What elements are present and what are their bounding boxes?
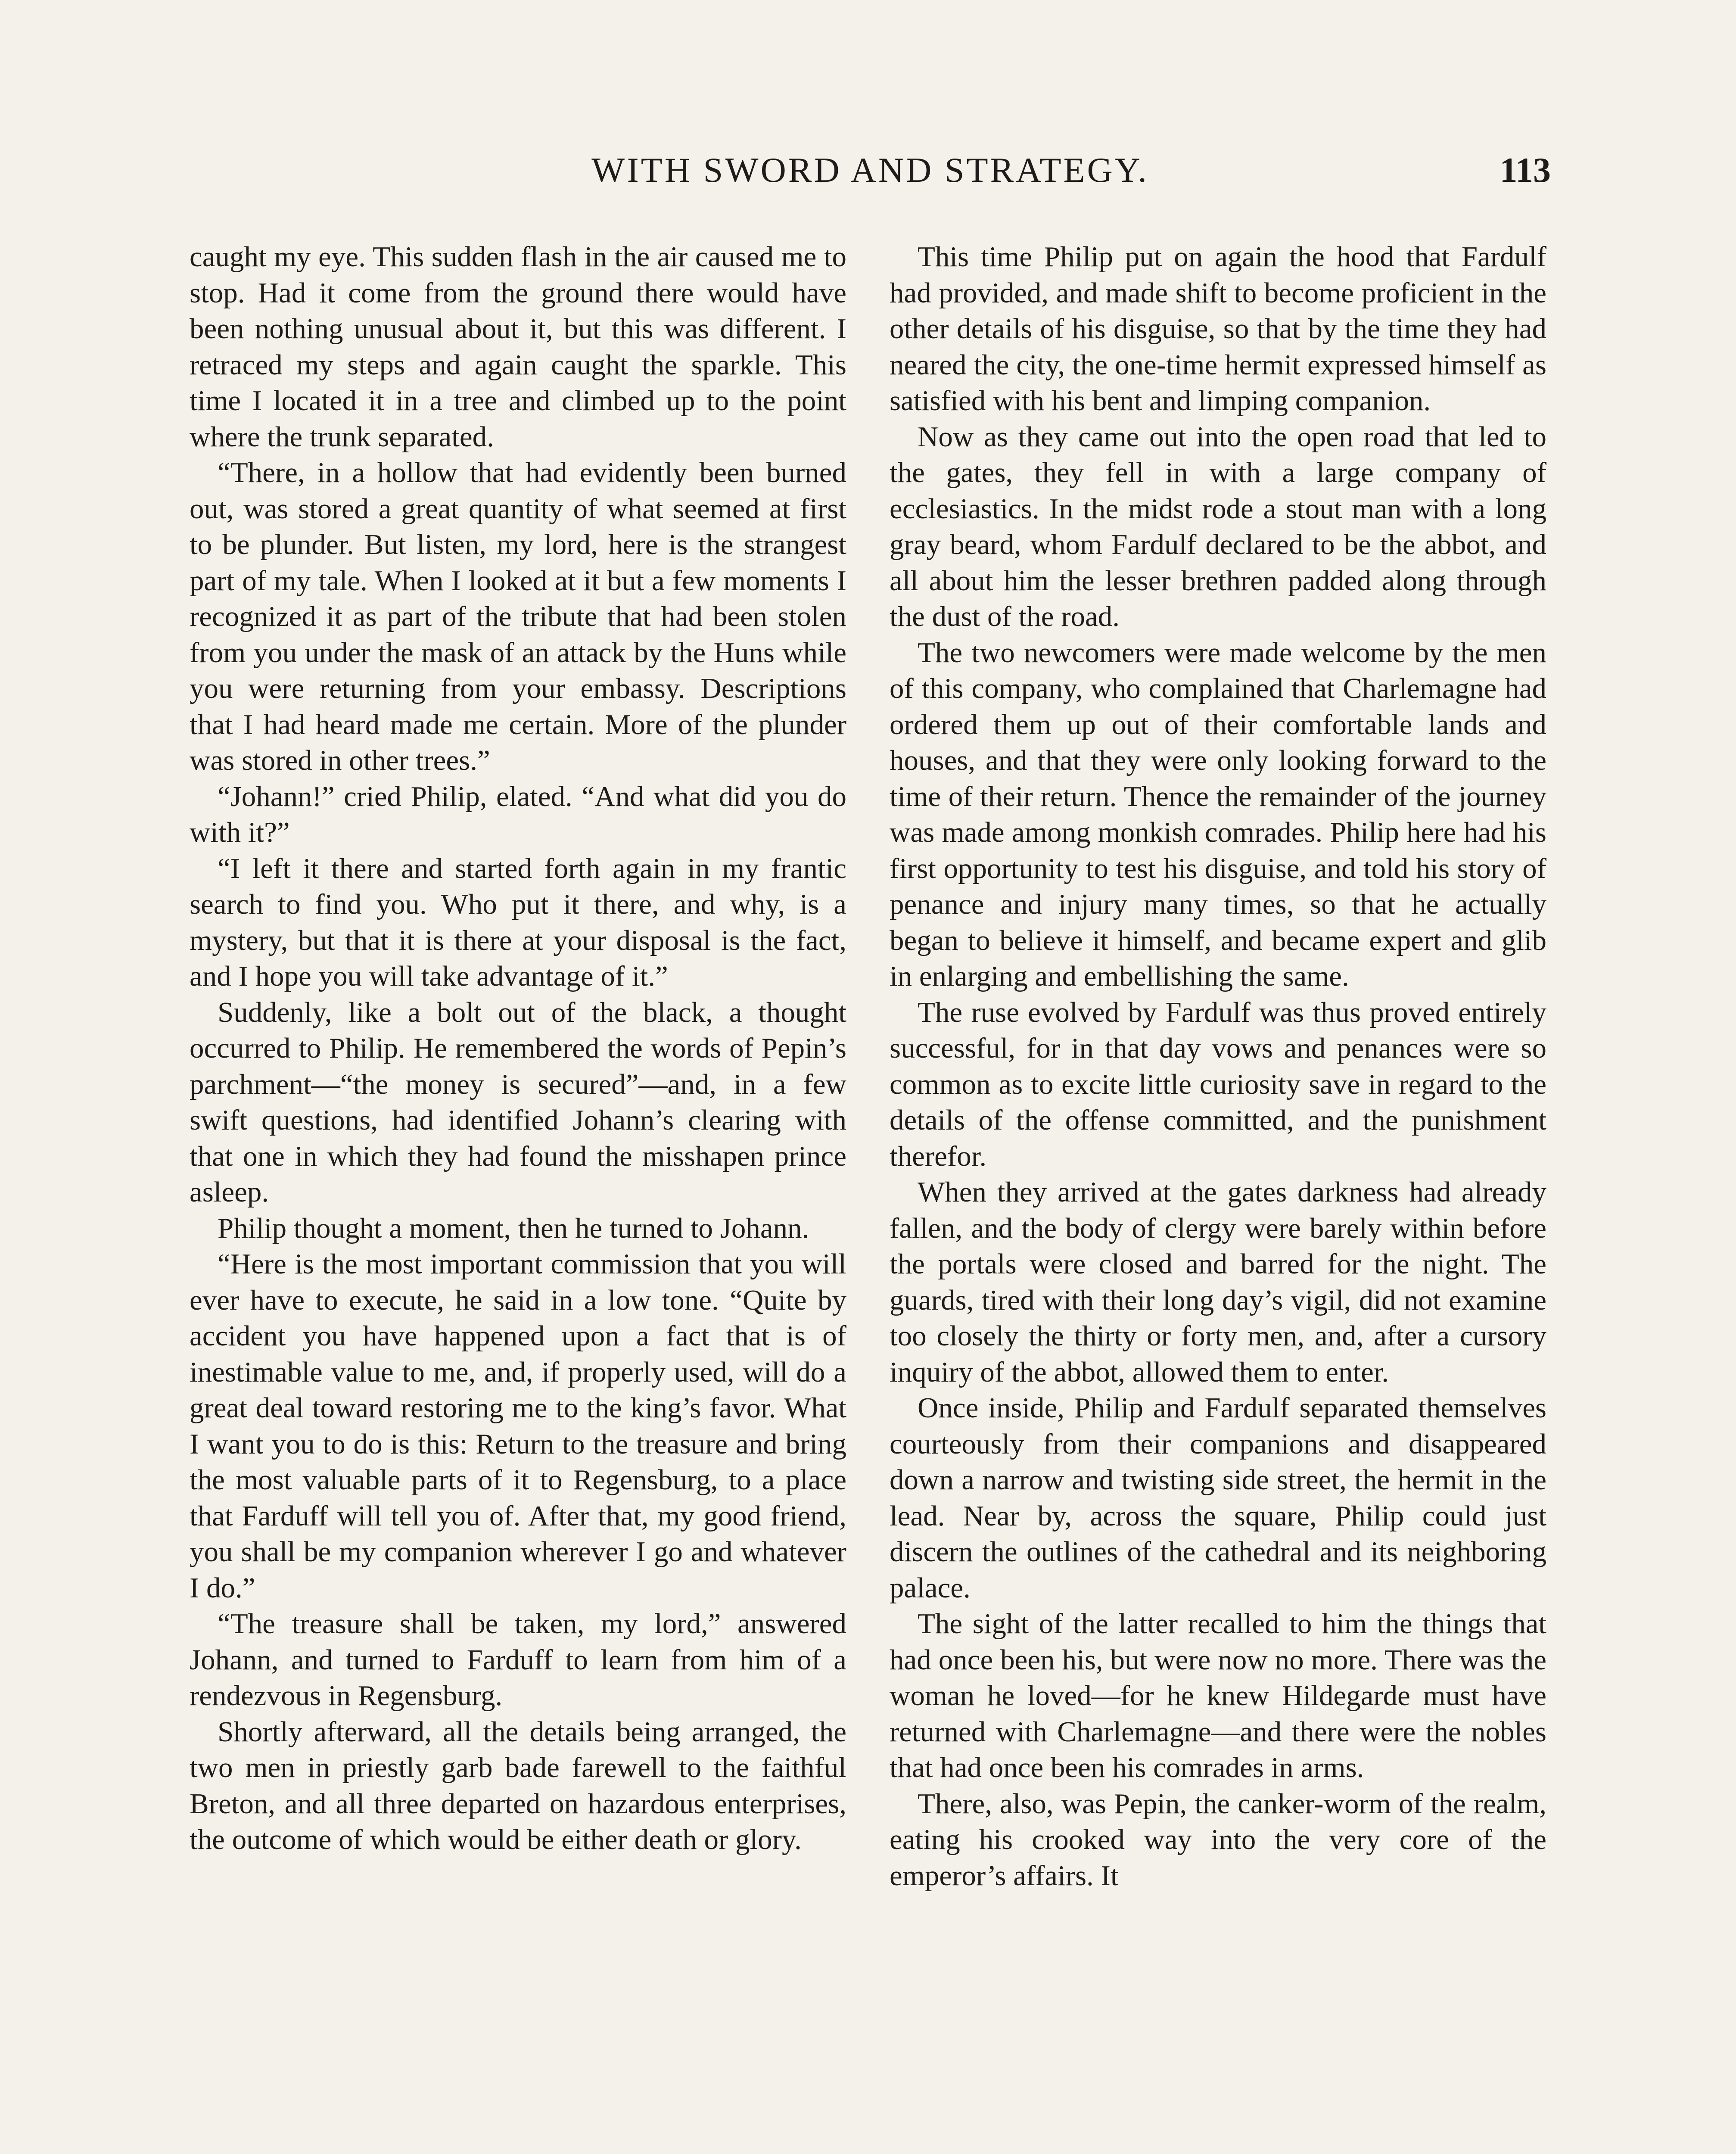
- paragraph: There, also, was Pepin, the canker-worm of the realm, eating his crooked way into the very core of the emperor’s affairs. It: [890, 1787, 1546, 1892]
- paragraph: The ruse evolved by Fardulf was thus proved entirely successful, for in that day vows and penances were so common as to excite little curiosity save in regard to the details of the offense committed, and the punishment therefor.: [890, 996, 1546, 1172]
- paragraph: “There, in a hollow that had evidently been burned out, was stored a great quantity of what seemed at first to be plunder. But listen, my lord, here is the strangest part of my tale. When I looked at it but a few moments I recognized it as part of the tribute that had been stolen from you under the mask of an attack by the Huns while you were returning from your embassy. Descriptions that I had heard made me certain. More of the plunder was stored in other trees.”: [190, 457, 846, 776]
- paragraph: Now as they came out into the open road that led to the gates, they fell in with a large company of ecclesiastics. In the midst rode a stout man with a long gray beard, whom Fardulf declared to be the abbot, and all about him the lesser brethren padded along through the dust of the road.: [890, 420, 1546, 632]
- paragraph: Suddenly, like a bolt out of the black, a thought occurred to Philip. He remembered the words of Pepin’s parchment—“the money is secured”—and, in a few swift questions, had identified Johann’s clearing with that one in which they had found the misshapen prince asleep.: [190, 996, 846, 1208]
- paragraph: “Here is the most important commission that you will ever have to execute, he said in a low tone. “Quite by accident you have happened upon a fact that is of inestimable value to me, and, if properly used, will do a great deal toward restoring me to the king’s favor. What I want you to do is this: Return to the treasure and bring the most valuable parts of it to Regensburg, to a place that Farduff will tell you of. After that, my good friend, you shall be my companion wherever I go and whatever I do.”: [190, 1248, 846, 1604]
- right-column: [890, 239, 1546, 1894]
- paragraph: Philip thought a moment, then he turned to Johann.: [218, 1212, 809, 1244]
- running-head: [190, 146, 1551, 194]
- left-column: [190, 239, 846, 1858]
- paragraph: “The treasure shall be taken, my lord,” answered Johann, and turned to Farduff to learn from him of a rendezvous in Regensburg.: [190, 1608, 846, 1712]
- paragraph: The two newcomers were made welcome by the men of this company, who complained that Charlemagne had ordered them up out of their comfortable lands and houses, and that they were only looking forward to the time of their return. Thence the remainder of the journey was made among monkish comrades. Philip here had his first opportunity to test his disguise, and told his story of penance and injury many times, so that he actually began to believe it himself, and became expert and glib in enlarging and embellishing the same.: [890, 636, 1546, 992]
- paragraph: When they arrived at the gates darkness had already fallen, and the body of clergy were barely within before the portals were closed and barred for the night. The guards, tired with their long day’s vigil, did not examine too closely the thirty or forty men, and, after a cursory inquiry of the abbot, allowed them to enter.: [890, 1176, 1546, 1388]
- paragraph: This time Philip put on again the hood that Fardulf had provided, and made shift to become proficient in the other details of his disguise, so that by the time they had neared the city, the one-time hermit expressed himself as satisfied with his bent and limping companion.: [890, 241, 1546, 417]
- paragraph: “Johann!” cried Philip, elated. “And what did you do with it?”: [190, 780, 846, 848]
- paragraph: Shortly afterward, all the details being arranged, the two men in priestly garb bade farewell to the faithful Breton, and all three departed on hazardous enterprises, the outcome of which would be either death or glory.: [190, 1715, 846, 1855]
- paragraph: The sight of the latter recalled to him the things that had once been his, but were now no more. There was the woman he loved—for he knew Hildegarde must have returned with Charlemagne—and there were the nobles that had once been his comrades in arms.: [890, 1608, 1546, 1784]
- page-number: 113: [1500, 150, 1551, 190]
- paragraph: caught my eye. This sudden flash in the air caused me to stop. Had it come from the ground there would have been nothing unusual about it, but this was different. I retraced my steps and again caught the sparkle. This time I located it in a tree and climbed up to the point where the trunk separated.: [190, 241, 846, 453]
- paragraph: Once inside, Philip and Fardulf separated themselves courteously from their companions and disappeared down a narrow and twisting side street, the hermit in the lead. Near by, across the square, Philip could just discern the outlines of the cathedral and its neighboring palace.: [890, 1392, 1546, 1604]
- running-title: WITH SWORD AND STRATEGY.: [591, 150, 1149, 190]
- paragraph: “I left it there and started forth again in my frantic search to find you. Who put it there, and why, is a mystery, but that it is there at your disposal is the fact, and I hope you will take advantage of it.”: [190, 852, 846, 992]
